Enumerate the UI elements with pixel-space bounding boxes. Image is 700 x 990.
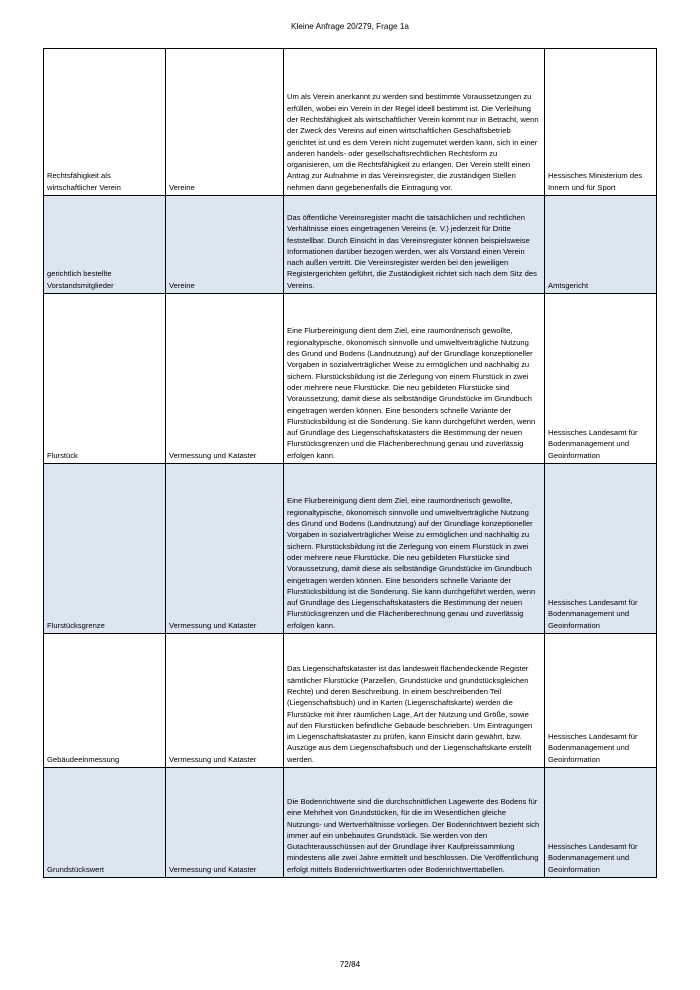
term-cell: Flurstücksgrenze <box>44 464 166 634</box>
description-cell: Eine Flurbereinigung dient dem Ziel, eine raumordnerisch gewollte, regionaltypische, ökonomisch sinnvolle und umweltverträgliche Nutzung des Grund und Bodens (Landnutzung) auf der Grundlage konzeptioneller Vorgaben in sozialverträglicher Weise zu ermöglichen und nachhaltig zu sichern. Flurstücksbildung ist die Zerlegung von einem Flurstück in zwei oder mehrere neue Flurstücke. Die neu gebildeten Flurstücke sind Voraussetzung, damit diese als selbständige Grundstücke im Grundbuch eingetragen werden können. Eine besonders schnelle Variante der Flurstücksbildung ist die Sonderung. Sie kann durchgeführt werden, wenn auf Grundlage des Liegenschaftskatasters die Bestimmung der neuen Flurstücksgrenzen und die Flächenberechnung genau und zuverlässig erfolgen kann. <box>284 294 545 464</box>
authority-cell: Hessisches Ministerium des Innern und für Sport <box>545 49 657 196</box>
table-row <box>44 634 657 768</box>
authority-cell: Amtsgericht <box>545 196 657 294</box>
category-cell: Vereine <box>166 49 284 196</box>
authority-cell: Hessisches Landesamt für Bodenmanagement und Geoinformation <box>545 464 657 634</box>
description-cell: Um als Verein anerkannt zu werden sind bestimmte Voraussetzungen zu erfüllen, wobei ein Verein in der Regel ideell bestimmt ist. Die Verleihung der Rechtsfähigkeit als wirtschaftlicher Verein kommt nur in Betracht, wenn der Zweck des Vereins auf einen wirtschaftlichen Geschäftsbetrieb gerichtet ist und es dem Verein nicht zugemutet werden kann, sich in einer anderen handels- oder gesellschaftsrechtlichen Rechtsform zu organisieren, um die Rechtsfähigkeit zu erlangen. Der Verein stellt einen Antrag zur Aufnahme in das Vereinsregister, die zuständigen Stellen nehmen dann gegebenenfalls die Eintragung vor. <box>284 49 545 196</box>
table-row <box>44 768 657 878</box>
category-cell: Vermessung und Kataster <box>166 768 284 878</box>
authority-cell: Hessisches Landesamt für Bodenmanagement und Geoinformation <box>545 294 657 464</box>
services-table <box>43 48 657 878</box>
table-row <box>44 49 657 196</box>
page-number: 72/84 <box>339 960 361 969</box>
term-cell: Gebäudeeinmessung <box>44 634 166 768</box>
term-cell: Rechtsfähigkeit als wirtschaftlicher Verein <box>44 49 166 196</box>
category-cell: Vermessung und Kataster <box>166 294 284 464</box>
authority-cell: Hessisches Landesamt für Bodenmanagement und Geoinformation <box>545 634 657 768</box>
table-row <box>44 196 657 294</box>
term-cell: Grundstückswert <box>44 768 166 878</box>
term-cell: Flurstück <box>44 294 166 464</box>
category-cell: Vermessung und Kataster <box>166 634 284 768</box>
description-cell: Die Bodenrichtwerte sind die durchschnittlichen Lagewerte des Bodens für eine Mehrheit von Grundstücken, für die im Wesentlichen gleiche Nutzungs- und Wertverhältnisse vorliegen. Der Bodenrichtwert bezieht sich immer auf ein unbebautes Grundstück. Sie werden von den Gutachterausschüssen auf der Grundlage ihrer Kaufpreissammlung mindestens alle zwei Jahre ermittelt und beschlossen. Die Veröffentlichung erfolgt mittels Bodenrichtwertkarten oder Bodenrichtwerttabellen. <box>284 768 545 878</box>
description-cell: Das Liegenschaftskataster ist das landesweit flächendeckende Register sämtlicher Flurstücke (Parzellen, Grundstücke und grundstücksgleichen Rechte) und deren Beschreibung. In einem beschreibenden Teil (Liegenschaftsbuch) und in Karten (Liegenschaftskarte) werden die Flurstücke mit ihrer räumlichen Lage, Art der Nutzung und Größe, sowie auf den Flurstücken befindliche Gebäude beschrieben. Um Eintragungen im Liegenschaftskataster zu prüfen, kann Einsicht darin gewährt, bzw. Auszüge aus dem Liegenschaftsbuch und der Liegenschaftskarte erstellt werden. <box>284 634 545 768</box>
category-cell: Vermessung und Kataster <box>166 464 284 634</box>
category-cell: Vereine <box>166 196 284 294</box>
table-row <box>44 294 657 464</box>
description-cell: Das öffentliche Vereinsregister macht die tatsächlichen und rechtlichen Verhältnisse eines eingetragenen Vereins (e. V.) jederzeit für Dritte feststellbar. Durch Einsicht in das Vereinsregister können beispielsweise Informationen darüber bezogen werden, wer als Vorstand einen Verein nach außen vertritt. Die Vereinsregister werden bei den jeweiligen Registergerichten geführt, die Zuständigkeit richtet sich nach dem Sitz des Vereins. <box>284 196 545 294</box>
authority-cell: Hessisches Landesamt für Bodenmanagement und Geoinformation <box>545 768 657 878</box>
table-row <box>44 464 657 634</box>
term-cell: gerichtlich bestellte Vorstandsmitglieder <box>44 196 166 294</box>
page-header: Kleine Anfrage 20/279, Frage 1a <box>291 22 409 31</box>
description-cell: Eine Flurbereinigung dient dem Ziel, eine raumordnerisch gewollte, regionaltypische, ökonomisch sinnvolle und umweltverträgliche Nutzung des Grund und Bodens (Landnutzung) auf der Grundlage konzeptioneller Vorgaben in sozialverträglicher Weise zu ermöglichen und nachhaltig zu sichern. Flurstücksbildung ist die Zerlegung von einem Flurstück in zwei oder mehrere neue Flurstücke. Die neu gebildeten Flurstücke sind Voraussetzung, damit diese als selbständige Grundstücke im Grundbuch eingetragen werden können. Eine besonders schnelle Variante der Flurstücksbildung ist die Sonderung. Sie kann durchgeführt werden, wenn auf Grundlage des Liegenschaftskatasters die Bestimmung der neuen Flurstücksgrenzen und die Flächenberechnung genau und zuverlässig erfolgen kann. <box>284 464 545 634</box>
